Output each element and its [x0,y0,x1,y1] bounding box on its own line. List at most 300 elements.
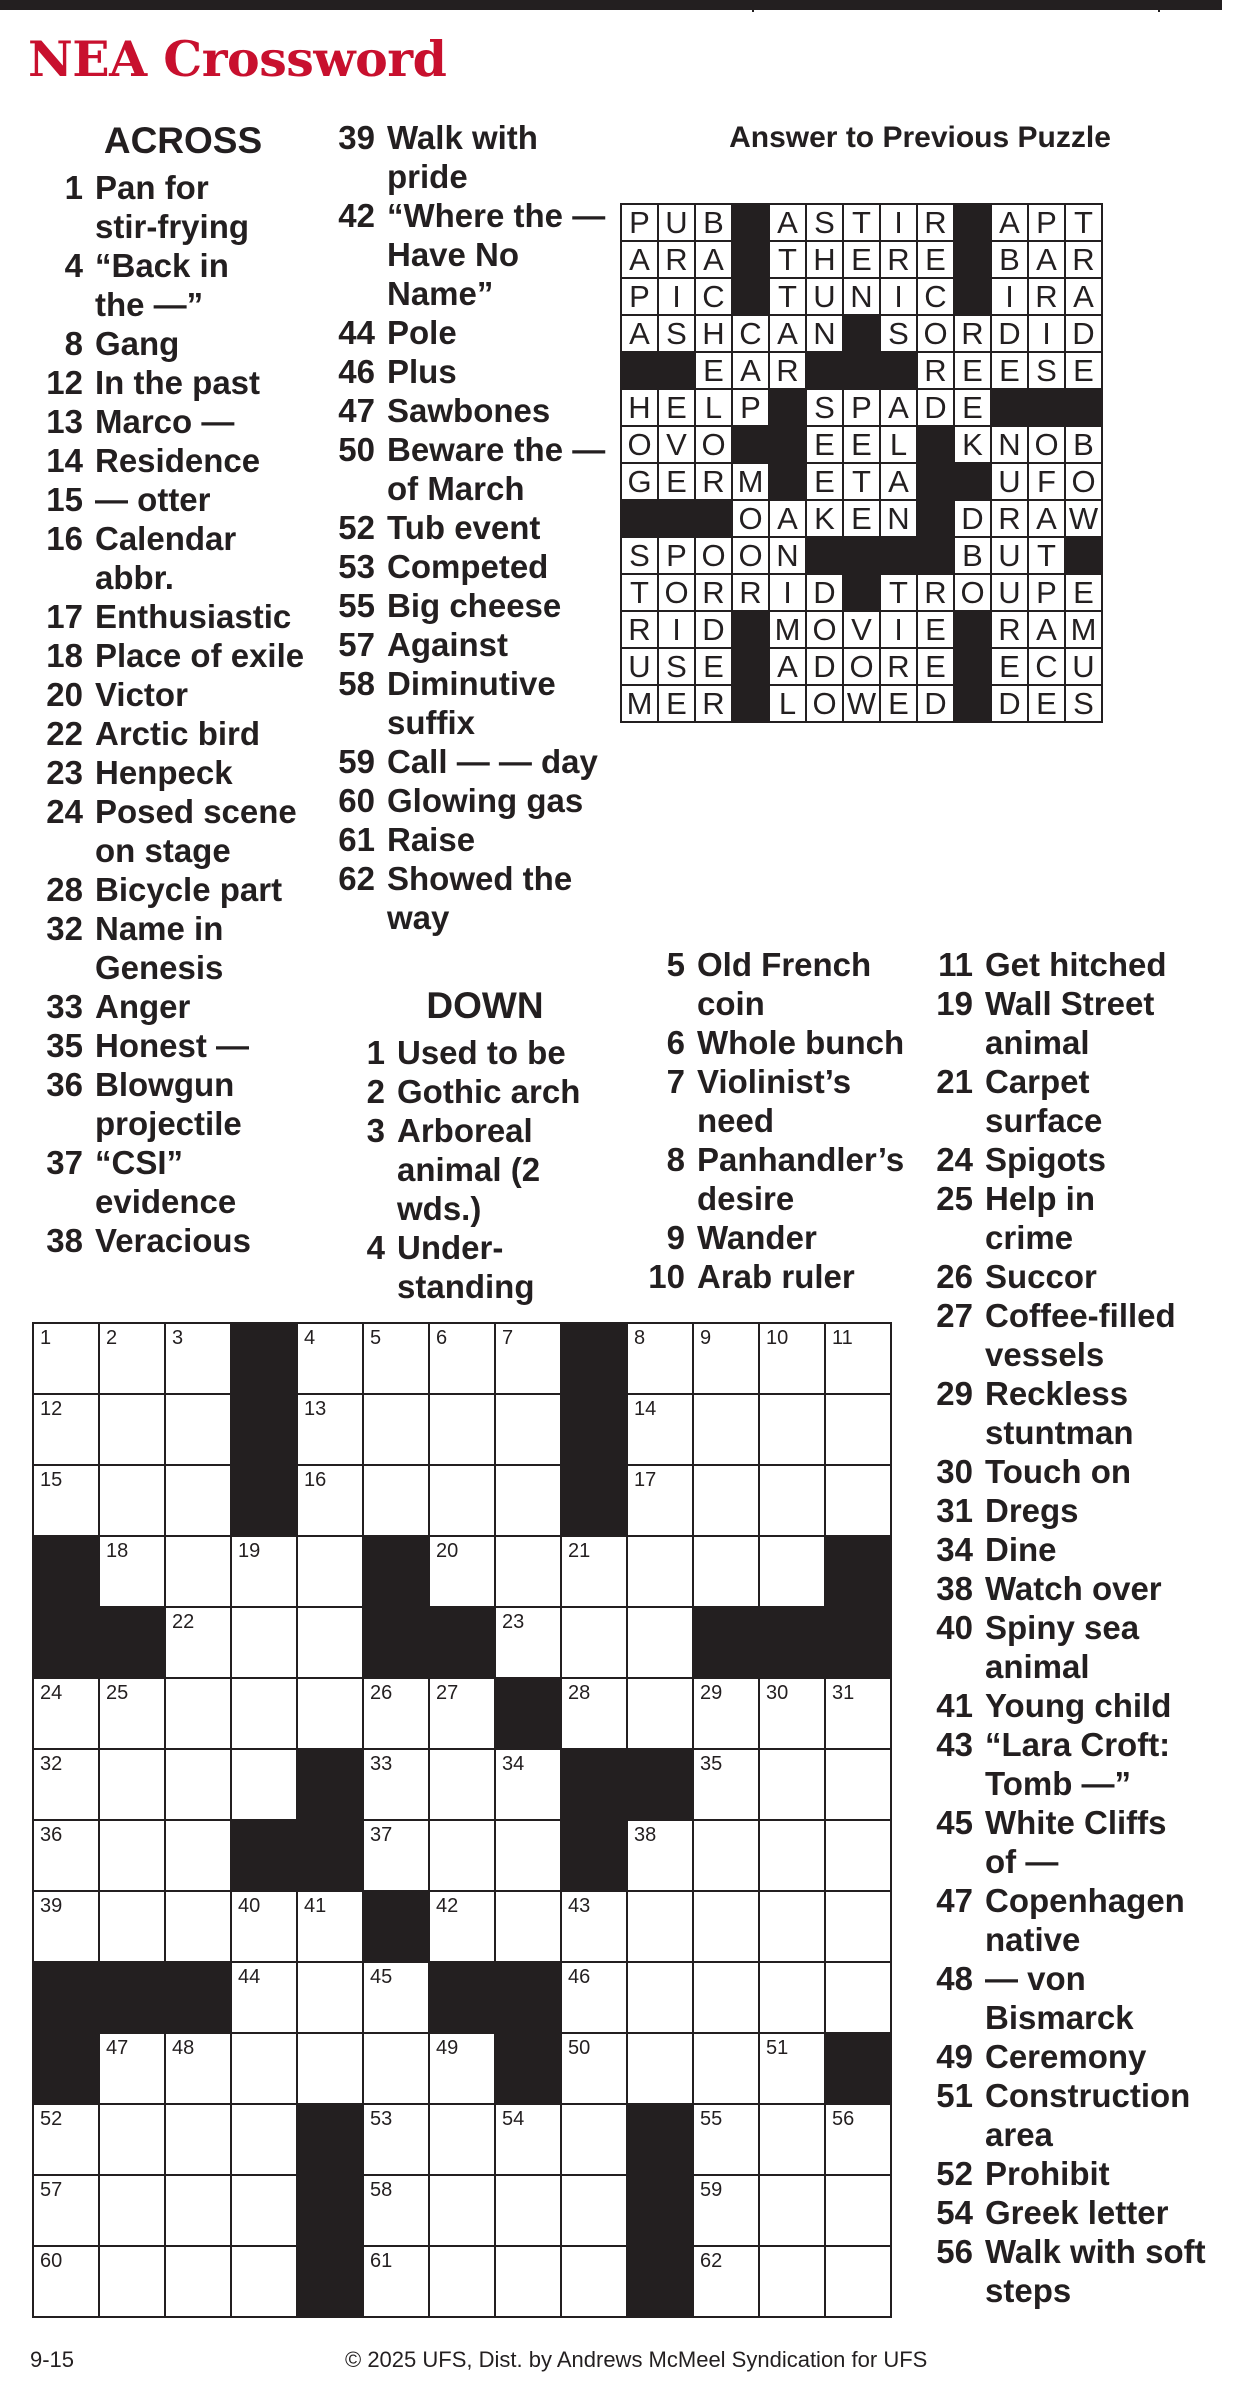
grid-cell[interactable] [99,1465,165,1536]
grid-cell[interactable] [363,1465,429,1536]
grid-cell[interactable] [231,2104,297,2175]
grid-cell[interactable] [627,1536,693,1607]
grid-cell[interactable] [165,1607,231,1678]
grid-cell[interactable] [363,1394,429,1465]
grid-cell[interactable] [165,1678,231,1749]
clue-text [95,675,328,714]
grid-cell[interactable] [759,1536,825,1607]
black-square [561,1465,627,1536]
grid-cell[interactable] [759,1962,825,2033]
answer-letter: O [695,426,732,463]
clue-item [928,1530,1228,1569]
grid-cell[interactable] [363,1678,429,1749]
grid-cell[interactable] [33,1678,99,1749]
grid-row [621,426,1102,463]
grid-cell[interactable] [759,1891,825,1962]
clue-text-line: Coffee-filled [985,1297,1176,1334]
grid-cell[interactable] [363,2033,429,2104]
answer-letter: E [806,426,843,463]
grid-cell[interactable] [165,2175,231,2246]
clue-item [928,1569,1228,1608]
grid-cell[interactable] [759,2033,825,2104]
grid-cell[interactable] [825,1820,891,1891]
grid-cell[interactable] [495,1323,561,1394]
black-square [33,1962,99,2033]
clue-text-line: Honest — [95,1027,250,1064]
grid-cell[interactable] [231,2246,297,2317]
answer-letter: B [695,204,732,241]
clue-text-line: suffix [387,704,476,741]
clue-text [697,1257,930,1296]
grid-cell[interactable] [561,1678,627,1749]
grid-cell[interactable] [33,1323,99,1394]
grid-cell[interactable] [363,2175,429,2246]
grid-cell[interactable] [297,1394,363,1465]
grid-cell[interactable] [165,1749,231,1820]
clue-text-line: pride [387,158,468,195]
grid-row [621,389,1102,426]
grid-cell[interactable] [561,2033,627,2104]
answer-letter: E [695,648,732,685]
grid-cell[interactable] [495,2175,561,2246]
answer-letter: U [1065,648,1102,685]
answer-letter: N [843,278,880,315]
grid-cell[interactable] [495,1820,561,1891]
answer-letter: U [991,537,1028,574]
clue-number: 5 [666,946,685,983]
grid-cell[interactable] [231,1749,297,1820]
clue-number: 34 [936,1531,973,1568]
black-square [297,1820,363,1891]
clue-text [985,1803,1228,1881]
black-square [658,500,695,537]
black-square [231,1394,297,1465]
top-rule-tick [1158,0,1160,12]
clue-text [397,1072,630,1111]
grid-cell[interactable] [759,1749,825,1820]
grid-cell[interactable] [495,1536,561,1607]
answer-letter: U [621,648,658,685]
cell-number: 29 [700,1682,723,1704]
cell-number: 12 [40,1398,63,1420]
black-square [954,204,991,241]
grid-cell[interactable] [825,1962,891,2033]
grid-cell[interactable] [297,1607,363,1678]
clue-text-line: Pole [387,314,457,351]
grid-cell[interactable] [429,1820,495,1891]
cell-number: 8 [634,1327,646,1349]
grid-cell[interactable] [693,1749,759,1820]
clue-item [928,1959,1228,2037]
grid-cell[interactable] [33,1465,99,1536]
clue-item [330,391,620,430]
grid-cell[interactable] [99,2175,165,2246]
answer-letter: S [621,537,658,574]
grid-cell[interactable] [495,2104,561,2175]
clue-item [330,781,620,820]
clue-text [985,2037,1228,2076]
grid-cell[interactable] [693,2246,759,2317]
grid-cell[interactable] [99,1323,165,1394]
black-square [693,1607,759,1678]
answer-letter: T [843,463,880,500]
grid-cell[interactable] [495,1394,561,1465]
black-square [880,537,917,574]
cell-number: 44 [238,1966,261,1988]
clue-text [95,402,328,441]
clue-item [38,168,328,246]
clue-text-line: Whole bunch [697,1024,905,1061]
grid-cell[interactable] [495,2246,561,2317]
grid-cell[interactable] [825,2246,891,2317]
clue-number: 33 [46,988,83,1025]
grid-row [33,1962,891,2033]
grid-cell[interactable] [495,1749,561,1820]
grid-cell[interactable] [231,1607,297,1678]
grid-cell[interactable] [693,1962,759,2033]
black-square [991,389,1028,426]
answer-letter: P [1028,574,1065,611]
grid-cell[interactable] [627,1465,693,1536]
clue-text-line: abbr. [95,559,174,596]
clue-item [38,1221,328,1260]
grid-cell[interactable] [33,1820,99,1891]
grid-cell[interactable] [165,1394,231,1465]
answer-letter: O [917,315,954,352]
answer-letter: L [695,389,732,426]
answer-letter: E [954,352,991,389]
grid-cell[interactable] [165,1891,231,1962]
grid-row [33,1678,891,1749]
clue-text [985,2193,1228,2232]
answer-letter: S [658,648,695,685]
answer-letter: A [991,204,1028,241]
clue-text-line: Pan for [95,169,209,206]
cell-number: 34 [502,1753,525,1775]
grid-cell[interactable] [429,1323,495,1394]
clue-item [38,1026,328,1065]
black-square [363,1536,429,1607]
grid-cell[interactable] [297,1891,363,1962]
grid-cell[interactable] [363,1323,429,1394]
clue-number: 61 [338,821,375,858]
clue-text-line: In the past [95,364,261,401]
grid-cell[interactable] [759,2104,825,2175]
grid-cell[interactable] [33,2246,99,2317]
grid-cell[interactable] [627,1323,693,1394]
grid-cell[interactable] [627,1962,693,2033]
answer-letter: A [769,500,806,537]
cell-number: 19 [238,1540,261,1562]
grid-cell[interactable] [99,2246,165,2317]
grid-row [621,204,1102,241]
answer-letter: I [991,278,1028,315]
grid-cell[interactable] [693,1536,759,1607]
cell-number: 42 [436,1895,459,1917]
grid-cell[interactable] [759,1820,825,1891]
grid-cell[interactable] [429,2033,495,2104]
clue-text-line: need [697,1102,775,1139]
answer-letter: T [1065,204,1102,241]
answer-letter: T [1028,537,1065,574]
clue-text [95,441,328,480]
clue-number: 55 [338,587,375,624]
grid-cell[interactable] [627,1678,693,1749]
clue-text-line: Against [387,626,509,663]
answer-letter: M [732,463,769,500]
grid-cell[interactable] [429,1749,495,1820]
cell-number: 25 [106,1682,129,1704]
grid-cell[interactable] [297,1323,363,1394]
grid-row [33,2104,891,2175]
grid-cell[interactable] [99,1536,165,1607]
grid-cell[interactable] [627,1607,693,1678]
grid-cell[interactable] [759,2246,825,2317]
grid-cell[interactable] [627,1820,693,1891]
grid-cell[interactable] [627,2033,693,2104]
grid-cell[interactable] [99,2033,165,2104]
answer-letter: P [843,389,880,426]
cell-number: 60 [40,2250,63,2272]
grid-cell[interactable] [33,1749,99,1820]
grid-cell[interactable] [561,1607,627,1678]
grid-cell[interactable] [759,1678,825,1749]
clue-item [928,1881,1228,1959]
grid-cell[interactable] [165,2246,231,2317]
cell-number: 40 [238,1895,261,1917]
grid-cell[interactable] [33,2175,99,2246]
grid-cell[interactable] [693,1820,759,1891]
cell-number: 52 [40,2108,63,2130]
clue-text-line: Bismarck [985,1999,1134,2036]
cell-number: 3 [172,1327,184,1349]
answer-letter: T [621,574,658,611]
grid-cell[interactable] [297,1536,363,1607]
clue-number: 18 [46,637,83,674]
clue-number: 38 [936,1570,973,1607]
clue-text [387,430,620,508]
grid-cell[interactable] [693,1891,759,1962]
clue-text-line: Panhandler’s [697,1141,905,1178]
clue-text-line: Name in [95,910,224,947]
grid-cell[interactable] [363,1820,429,1891]
grid-cell[interactable] [429,2246,495,2317]
grid-cell[interactable] [561,1536,627,1607]
grid-cell[interactable] [825,1465,891,1536]
copyright-notice: © 2025 UFS, Dist. by Andrews McMeel Syndication for UFS [345,2347,928,2372]
clue-number: 21 [936,1063,973,1100]
grid-cell[interactable] [165,2104,231,2175]
grid-cell[interactable] [231,2033,297,2104]
grid-cell[interactable] [561,2175,627,2246]
grid-row [621,685,1102,722]
answer-letter: G [621,463,658,500]
clue-item [928,2076,1228,2154]
answer-letter: D [806,574,843,611]
grid-cell[interactable] [165,1820,231,1891]
grid-cell[interactable] [495,1465,561,1536]
grid-cell[interactable] [693,1678,759,1749]
grid-cell[interactable] [693,2104,759,2175]
grid-cell[interactable] [627,1891,693,1962]
clue-item [928,1452,1228,1491]
clue-number: 6 [666,1024,685,1061]
clue-item [38,675,328,714]
grid-cell[interactable] [693,2033,759,2104]
clue-text [387,196,620,313]
black-square [99,1607,165,1678]
clue-text-line: the —” [95,286,204,323]
answer-letter: C [732,315,769,352]
answer-letter: D [991,315,1028,352]
grid-cell[interactable] [33,1394,99,1465]
clue-item [38,324,328,363]
grid-cell[interactable] [825,1323,891,1394]
black-square [954,463,991,500]
answer-letter: E [991,352,1028,389]
grid-cell[interactable] [33,2104,99,2175]
cell-number: 49 [436,2037,459,2059]
clue-text [985,1881,1228,1959]
answer-letter: D [695,611,732,648]
clue-number: 42 [338,197,375,234]
grid-cell[interactable] [495,1891,561,1962]
grid-cell[interactable] [99,1749,165,1820]
clue-text [985,1686,1228,1725]
grid-cell[interactable] [561,1962,627,2033]
grid-cell[interactable] [825,1891,891,1962]
grid-cell[interactable] [495,1607,561,1678]
clue-number: 7 [666,1063,685,1100]
grid-cell[interactable] [429,2104,495,2175]
grid-cell[interactable] [165,1323,231,1394]
clue-text-line: Name” [387,275,494,312]
grid-cell[interactable] [759,1394,825,1465]
answer-letter: U [658,204,695,241]
answer-letter: S [880,315,917,352]
grid-cell[interactable] [231,2175,297,2246]
grid-cell[interactable] [231,1891,297,1962]
grid-cell[interactable] [231,1962,297,2033]
answer-letter: M [621,685,658,722]
grid-cell[interactable] [99,1820,165,1891]
clue-text-line: Dine [985,1531,1057,1568]
grid-cell[interactable] [297,2033,363,2104]
grid-cell[interactable] [693,1394,759,1465]
grid-cell[interactable] [825,1749,891,1820]
clue-item [38,909,328,987]
grid-cell[interactable] [693,1465,759,1536]
clue-item [640,945,930,1023]
clue-item [640,1218,930,1257]
grid-cell[interactable] [165,1536,231,1607]
grid-cell[interactable] [693,2175,759,2246]
clue-item [340,1072,630,1111]
answer-letter: R [917,204,954,241]
grid-cell[interactable] [33,1891,99,1962]
grid-cell[interactable] [363,1962,429,2033]
clue-item [38,597,328,636]
grid-cell[interactable] [165,1465,231,1536]
grid-row [621,611,1102,648]
grid-cell[interactable] [429,2175,495,2246]
grid-cell[interactable] [363,2246,429,2317]
clue-text-line: on stage [95,832,231,869]
clue-text-line: Competed [387,548,549,585]
cell-number: 1 [40,1327,52,1349]
cell-number: 43 [568,1895,591,1917]
cell-number: 45 [370,1966,393,1988]
answer-letter: E [917,611,954,648]
clue-item [928,1491,1228,1530]
clue-item [928,1296,1228,1374]
grid-cell[interactable] [99,1891,165,1962]
grid-cell[interactable] [825,1394,891,1465]
answer-letter: S [806,204,843,241]
clue-text-line: steps [985,2272,1072,2309]
grid-cell[interactable] [825,1678,891,1749]
cell-number: 47 [106,2037,129,2059]
grid-cell[interactable] [561,1891,627,1962]
grid-cell[interactable] [231,1536,297,1607]
grid-cell[interactable] [429,1891,495,1962]
grid-cell[interactable] [99,1394,165,1465]
grid-cell[interactable] [627,1394,693,1465]
cell-number: 30 [766,1682,789,1704]
grid-cell[interactable] [363,2104,429,2175]
clue-number: 25 [936,1180,973,1217]
clue-number: 8 [64,325,83,362]
grid-cell[interactable] [165,2033,231,2104]
grid-cell[interactable] [429,1678,495,1749]
grid-cell[interactable] [825,2175,891,2246]
black-square [165,1962,231,2033]
grid-cell[interactable] [561,2246,627,2317]
clue-text-line: “Lara Croft: [985,1726,1171,1763]
grid-cell[interactable] [363,1749,429,1820]
grid-cell[interactable] [759,1323,825,1394]
clue-text-line: Help in [985,1180,1096,1217]
cell-number: 51 [766,2037,789,2059]
clue-text-line: Greek letter [985,2194,1169,2231]
grid-cell[interactable] [99,2104,165,2175]
grid-cell[interactable] [561,2104,627,2175]
clue-item [330,664,620,742]
clue-number: 40 [936,1609,973,1646]
grid-cell[interactable] [429,1394,495,1465]
clue-item [340,1228,630,1306]
grid-cell[interactable] [231,1678,297,1749]
grid-cell[interactable] [297,1678,363,1749]
grid-cell[interactable] [429,1465,495,1536]
grid-cell[interactable] [759,2175,825,2246]
grid-cell[interactable] [99,1678,165,1749]
cell-number: 21 [568,1540,591,1562]
grid-cell[interactable] [693,1323,759,1394]
clue-item [928,984,1228,1062]
grid-cell[interactable] [297,1962,363,2033]
clue-text-line: coin [697,985,765,1022]
grid-cell[interactable] [429,1536,495,1607]
clue-text-line: way [387,899,450,936]
clue-item [330,196,620,313]
grid-cell[interactable] [297,1465,363,1536]
clue-text-line: of March [387,470,525,507]
grid-cell[interactable] [825,2104,891,2175]
grid-cell[interactable] [759,1465,825,1536]
answer-letter: I [880,204,917,241]
answer-letter: V [843,611,880,648]
